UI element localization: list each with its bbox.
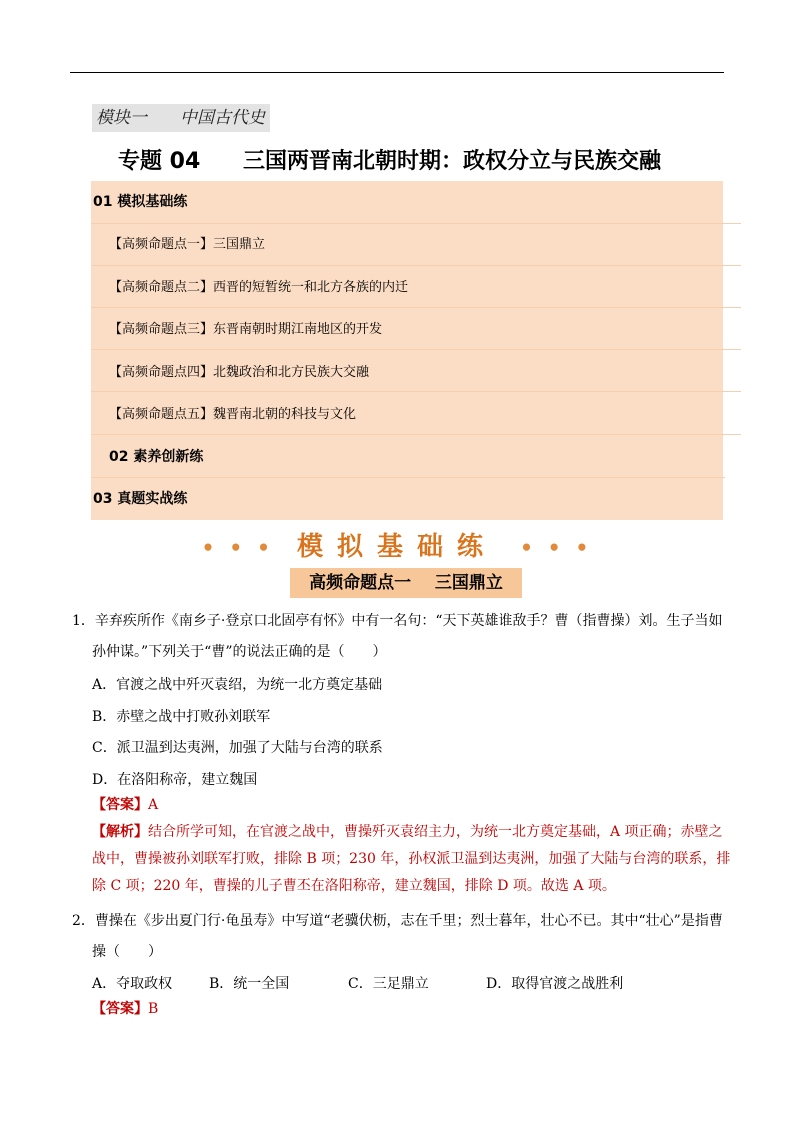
q1-answer xyxy=(92,795,158,815)
q2-stem-line1: 2．曹操在《步出夏门行·龟虽寿》中写道“老骥伏枥，志在千里；烈士暮年，壮心不已。其中“壮心”是指曹 xyxy=(72,913,723,929)
table-of-contents xyxy=(91,181,723,520)
q1-answer-value: A xyxy=(148,797,159,813)
header-rule xyxy=(70,72,724,73)
toc-item-4[interactable]: 【高频命题点四】北魏政治和北方民族大交融 xyxy=(91,349,741,392)
q1-option-d: D．在洛阳称帝，建立魏国 xyxy=(92,772,258,788)
q2-answer xyxy=(92,999,158,1019)
toc-item-2[interactable]: 【高频命题点二】西晋的短暂统一和北方各族的内迁 xyxy=(91,265,741,308)
q1-option-a: A．官渡之战中歼灭袁绍，为统一北方奠定基础 xyxy=(92,677,383,693)
q2-option-a: A．夺取政权 xyxy=(92,976,173,992)
dots-right-decoration: • • • xyxy=(520,535,593,560)
subheading: 高频命题点一 三国鼎立 xyxy=(290,568,522,598)
q2-option-d: D．取得官渡之战胜利 xyxy=(486,976,624,992)
q1-option-c: C．派卫温到达夷洲，加强了大陆与台湾的联系 xyxy=(92,740,383,756)
q1-analysis-line3: 除 C 项；220 年，曹操的儿子曹丕在洛阳称帝，建立魏国，排除 D 项。故选 A 项。 xyxy=(92,878,616,894)
q1-analysis-line2: 战中，曹操被孙刘联军打败，排除 B 项；230 年，孙权派卫温到达夷洲，加强了大陆与台湾的联系，排 xyxy=(92,851,731,867)
toc-section-3[interactable]: 03 真题实战练 xyxy=(91,477,725,521)
toc-section-2[interactable]: 02 素养创新练 xyxy=(91,434,741,478)
q2-answer-value: B xyxy=(148,1001,159,1017)
q1-option-b: B．赤壁之战中打败孙刘联军 xyxy=(92,709,271,725)
module-part1: 模块一 xyxy=(96,108,147,128)
dots-left-decoration: • • • xyxy=(201,535,274,560)
topic-title: 三国两晋南北朝时期：政权分立与民族交融 xyxy=(243,149,662,174)
q1-analysis-text1: 结合所学可知，在官渡之战中，曹操歼灭袁绍主力，为统一北方奠定基础，A 项正确；赤壁之 xyxy=(148,824,723,840)
q2-answer-label: 【答案】 xyxy=(92,1001,148,1017)
toc-item-5[interactable]: 【高频命题点五】魏晋南北朝的科技与文化 xyxy=(91,391,741,435)
toc-section-1[interactable]: 01 模拟基础练 xyxy=(93,194,188,210)
banner-title: 模拟基础练 xyxy=(296,532,497,562)
module-part2: 中国古代史 xyxy=(180,108,265,128)
section-banner xyxy=(0,526,794,563)
q1-analysis-label: 【解析】 xyxy=(92,824,148,840)
toc-item-1[interactable]: 【高频命题点一】三国鼎立 xyxy=(91,223,741,266)
toc-item-3[interactable]: 【高频命题点三】东晋南朝时期江南地区的开发 xyxy=(91,307,741,350)
q2-option-c: C．三足鼎立 xyxy=(348,976,429,992)
q1-stem-line2: 孙仲谋。”下列关于“曹”的说法正确的是（ ） xyxy=(92,644,387,660)
module-label xyxy=(92,104,270,132)
q1-answer-label: 【答案】 xyxy=(92,797,148,813)
q2-option-b: B．统一全国 xyxy=(209,976,290,992)
q1-analysis-line1 xyxy=(92,822,723,842)
topic-number: 专题 04 xyxy=(118,149,201,174)
page-title xyxy=(118,146,662,178)
q2-stem-line2: 操（ ） xyxy=(92,944,162,960)
q1-stem-line1: 1．辛弃疾所作《南乡子·登京口北固亭有怀》中有一名句：“天下英雄谁敌手？曹（指曹操）刘。生子当如 xyxy=(72,613,723,629)
